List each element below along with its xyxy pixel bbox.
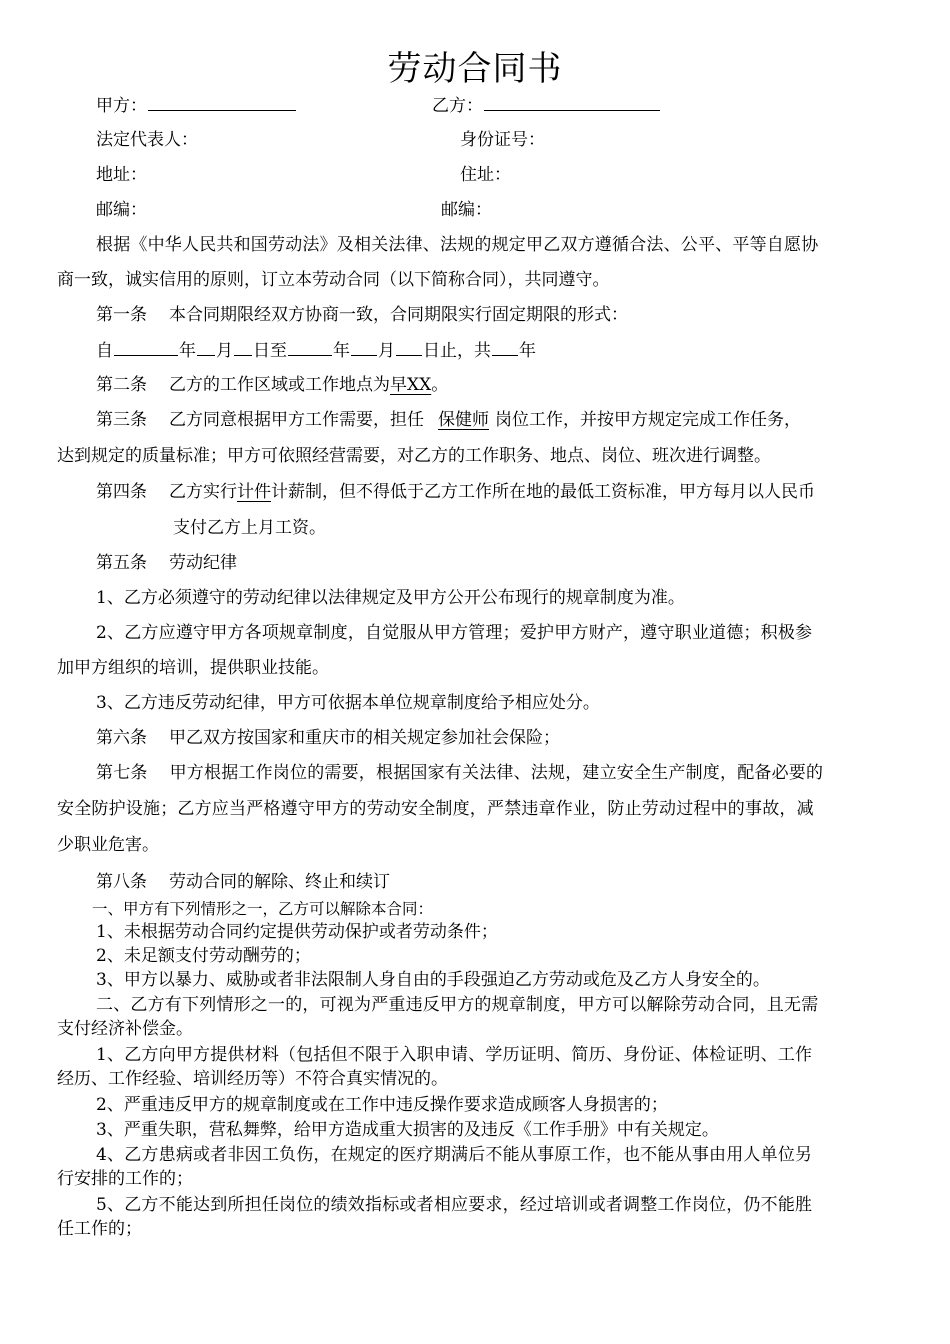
document-title: 劳动合同书 xyxy=(387,49,563,89)
article-5-item-3: 3、乙方违反劳动纪律，甲方可依据本单位规章制度给予相应处分。 xyxy=(96,693,600,713)
article-5-heading: 第五条 xyxy=(96,553,147,573)
pay-type-value: 计件 xyxy=(237,482,271,502)
article-8-section-2-line-1: 二、乙方有下列情形之一的，可视为严重违反甲方的规章制度，甲方可以解除劳动合同，且无需 xyxy=(96,995,819,1015)
article-5 xyxy=(96,551,237,575)
party-b-blank xyxy=(484,109,660,111)
year3-label: 年 xyxy=(519,341,536,361)
party-a-row xyxy=(96,94,297,118)
article-2-heading: 第二条 xyxy=(96,375,147,395)
id-no-label: 身份证号： xyxy=(460,130,545,150)
article-2-end: 。 xyxy=(431,375,449,395)
article-8-sec2-item-1-line-2: 经历、工作经验、培训经历等）不符合真实情况的。 xyxy=(57,1069,448,1089)
month2-label: 月 xyxy=(378,341,395,361)
article-8 xyxy=(96,870,390,894)
residence-label: 住址： xyxy=(460,165,511,185)
article-5-title: 劳动纪律 xyxy=(169,553,237,573)
year2-label: 年 xyxy=(333,341,350,361)
year-label: 年 xyxy=(179,341,196,361)
start-month-blank xyxy=(197,354,215,356)
article-8-sec2-item-4-line-1: 4、乙方患病或者非因工负伤，在规定的医疗期满后不能从事原工作，也不能从事由用人单位另 xyxy=(96,1145,813,1165)
postcode-a-label: 邮编： xyxy=(96,200,147,220)
article-6-heading: 第六条 xyxy=(96,728,147,748)
article-8-heading: 第八条 xyxy=(96,872,147,892)
address-label: 地址： xyxy=(96,165,147,185)
article-7-heading: 第七条 xyxy=(96,763,148,783)
article-1 xyxy=(96,303,628,327)
party-a-blank xyxy=(148,109,296,111)
article-4-text-a: 乙方实行 xyxy=(169,482,237,502)
article-3-heading: 第三条 xyxy=(96,410,147,430)
article-8-section-2-line-2: 支付经济补偿金。 xyxy=(57,1019,193,1039)
preamble-line-1: 根据《中华人民共和国劳动法》及相关法律、法规的规定甲乙双方遵循合法、公平、平等自愿协 xyxy=(96,235,819,255)
article-8-sec2-item-4-line-2: 行安排的工作的； xyxy=(57,1169,193,1189)
article-8-section-1: 一、甲方有下列情形之一，乙方可以解除本合同： xyxy=(92,900,434,918)
day-end-label: 日止，共 xyxy=(423,341,491,361)
end-year-blank xyxy=(288,354,332,356)
article-3-text-a: 乙方同意根据甲方工作需要，担任 xyxy=(169,410,424,430)
article-8-sec1-item-1: 1、未根据劳动合同约定提供劳动保护或者劳动条件； xyxy=(96,922,498,942)
article-1-term xyxy=(96,339,536,363)
article-6-text: 甲乙双方按国家和重庆市的相关规定参加社会保险； xyxy=(169,728,560,748)
article-8-sec2-item-3: 3、严重失职，营私舞弊，给甲方造成重大损害的及违反《工作手册》中有关规定。 xyxy=(96,1120,719,1140)
total-years-blank xyxy=(492,354,518,356)
legal-rep-label: 法定代表人： xyxy=(96,130,198,150)
article-1-heading: 第一条 xyxy=(96,305,147,325)
article-2 xyxy=(96,373,448,397)
article-3-text-b: 岗位工作，并按甲方规定完成工作任务， xyxy=(495,410,801,430)
day-to-label: 日至 xyxy=(253,341,287,361)
article-2-text: 乙方的工作区域或工作地点为 xyxy=(169,375,390,395)
term-from-label: 自 xyxy=(96,341,113,361)
party-b-label: 乙方： xyxy=(432,96,483,116)
month-label: 月 xyxy=(216,341,233,361)
position-value: 保健师 xyxy=(438,410,489,430)
article-3 xyxy=(96,408,801,432)
article-8-sec1-item-2: 2、未足额支付劳动酬劳的； xyxy=(96,946,311,966)
end-month-blank xyxy=(351,354,377,356)
article-8-sec2-item-5-line-2: 任工作的； xyxy=(57,1219,142,1239)
start-year-blank xyxy=(114,354,178,356)
postcode-b-label: 邮编： xyxy=(441,200,492,220)
article-8-sec2-item-2: 2、严重违反甲方的规章制度或在工作中违反操作要求造成顾客人身损害的； xyxy=(96,1095,668,1115)
preamble-line-2: 商一致，诚实信用的原则，订立本劳动合同（以下简称合同），共同遵守。 xyxy=(57,270,610,290)
article-4-heading: 第四条 xyxy=(96,482,147,502)
article-7-line-3: 少职业危害。 xyxy=(57,835,159,855)
article-7-line-1: 甲方根据工作岗位的需要，根据国家有关法律、法规，建立安全生产制度，配备必要的 xyxy=(169,763,824,783)
article-4-text-b: 计薪制，但不得低于乙方工作所在地的最低工资标准，甲方每月以人民币 xyxy=(271,482,815,502)
work-place-value: 早XX xyxy=(390,375,432,395)
article-5-item-2-line-1: 2、乙方应遵守甲方各项规章制度，自觉服从甲方管理；爱护甲方财产，遵守职业道德；积极参 xyxy=(96,623,813,643)
article-4-line-2: 支付乙方上月工资。 xyxy=(173,518,326,538)
article-6 xyxy=(96,726,560,750)
article-8-sec2-item-5-line-1: 5、乙方不能达到所担任岗位的绩效指标或者相应要求，经过培训或者调整工作岗位，仍不能胜 xyxy=(96,1195,813,1215)
article-8-sec2-item-1-line-1: 1、乙方向甲方提供材料（包括但不限于入职申请、学历证明、简历、身份证、体检证明、工作 xyxy=(96,1045,813,1065)
article-5-item-2-line-2: 加甲方组织的培训，提供职业技能。 xyxy=(57,658,329,678)
article-7-line-2: 安全防护设施；乙方应当严格遵守甲方的劳动安全制度，严禁违章作业，防止劳动过程中的事故，减 xyxy=(57,799,814,819)
article-3-line-2: 达到规定的质量标准；甲方可依照经营需要，对乙方的工作职务、地点、岗位、班次进行调整。 xyxy=(57,446,771,466)
article-7 xyxy=(96,761,823,785)
article-5-item-1: 1、乙方必须遵守的劳动纪律以法律规定及甲方公开公布现行的规章制度为准。 xyxy=(96,588,685,608)
article-8-sec1-item-3: 3、甲方以暴力、威胁或者非法限制人身自由的手段强迫乙方劳动或危及乙方人身安全的。 xyxy=(96,970,770,990)
party-a-label: 甲方： xyxy=(96,96,147,116)
start-day-blank xyxy=(234,354,252,356)
article-8-title: 劳动合同的解除、终止和续订 xyxy=(169,872,390,892)
article-4 xyxy=(96,480,815,504)
end-day-blank xyxy=(396,354,422,356)
article-1-text: 本合同期限经双方协商一致，合同期限实行固定期限的形式： xyxy=(169,305,628,325)
party-b-row xyxy=(432,94,661,118)
